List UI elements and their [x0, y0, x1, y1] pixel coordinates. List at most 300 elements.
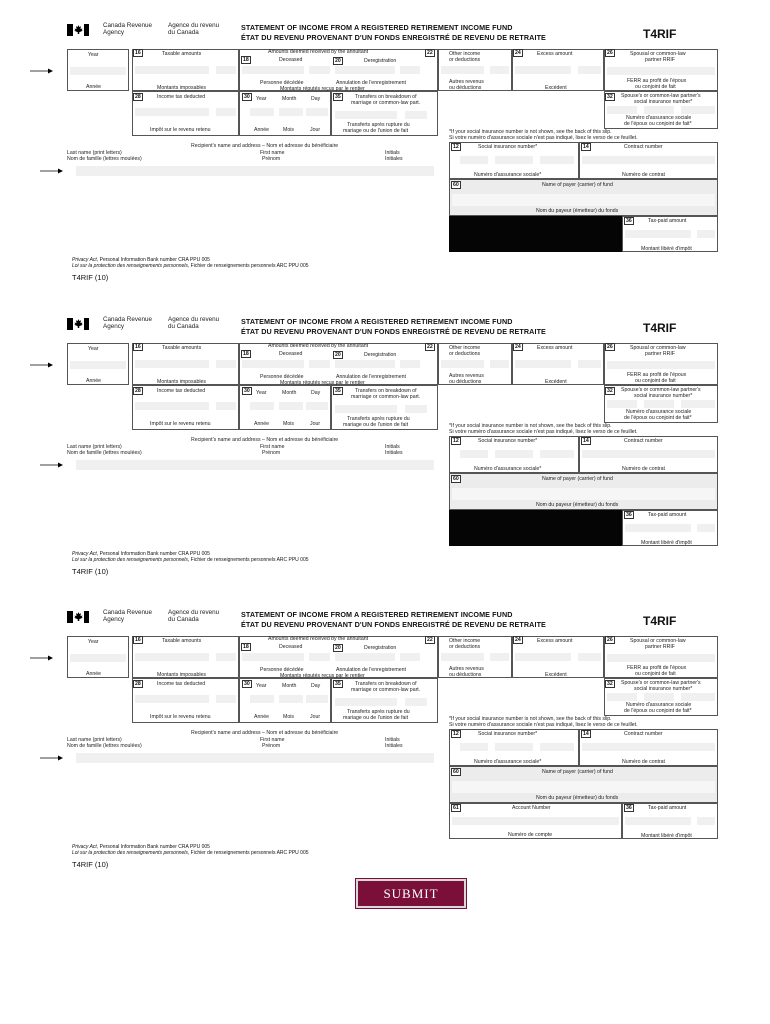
spouse-sin-label-2: social insurance number* — [634, 686, 693, 692]
recipient-name-input[interactable] — [76, 753, 434, 763]
redacted-area — [449, 216, 622, 252]
transfers-input[interactable] — [335, 405, 397, 413]
deregistration-cents-input[interactable] — [400, 653, 420, 661]
tax-paid-cents-input[interactable] — [697, 230, 715, 238]
spouse-sin-part1-input[interactable] — [607, 693, 637, 701]
tax-paid-label: Tax-paid amount — [648, 512, 687, 518]
annee-label: Année — [86, 84, 102, 90]
income-tax-label-fr: Impôt sur le revenu retenu — [150, 421, 211, 427]
deregistration-label-fr: Annulation de l'enregistrement — [336, 80, 406, 86]
box-16-label-fr: Montants imposables — [157, 85, 207, 91]
title-fr: ÉTAT DU REVENU PROVENANT D'UN FONDS ENREGISTRÉ DE REVENU DE RETRAITE — [241, 327, 546, 336]
box-number: 24 — [515, 50, 521, 56]
other-income-cents-input[interactable] — [490, 360, 509, 368]
tax-paid-label: Tax-paid amount — [648, 218, 687, 224]
deceased-cents-input[interactable] — [309, 360, 330, 368]
spouse-sin-label-fr: Numéro d'assurance sociale — [626, 702, 692, 708]
tax-paid-label-fr: Montant libéré d'impôt — [641, 246, 692, 252]
arrow-right-icon — [30, 655, 54, 661]
ferr-label: FERR au profit de l'époux — [627, 372, 687, 378]
other-income-label: Other income — [449, 51, 481, 57]
other-income-label-fr: Autres revenus — [449, 79, 484, 85]
initials-label-fr: Initiales — [385, 743, 403, 749]
tax-paid-label-fr: Montant libéré d'impôt — [641, 540, 692, 546]
last-name-label: Last name (print letters) — [67, 444, 122, 450]
form-code: T4RIF — [643, 321, 677, 335]
excess-amount-label: Excess amount — [537, 638, 573, 644]
date-month-input[interactable] — [279, 108, 303, 116]
first-name-label: First name — [260, 737, 285, 743]
sin-part2-input[interactable] — [495, 156, 533, 164]
transfers-label: Transfers on breakdown of — [355, 681, 417, 687]
contract-number-input[interactable] — [582, 450, 715, 458]
ferr-label-2: ou conjoint de fait — [635, 378, 676, 384]
box-number: 12 — [453, 731, 459, 737]
privacy-act-fr: Loi sur la protection des renseignements personnels, Fichier de renseignements personnels ARC PPU 005 — [72, 557, 309, 563]
date-month-label: Month — [282, 96, 297, 102]
deregistration-input[interactable] — [335, 360, 395, 368]
tax-paid-input[interactable] — [625, 524, 691, 532]
box-number: 20 — [335, 352, 341, 358]
spouse-sin-part3-input[interactable] — [681, 400, 715, 408]
spousal-label: Spousal or common-law — [630, 638, 686, 644]
title-fr: ÉTAT DU REVENU PROVENANT D'UN FONDS ENREGISTRÉ DE REVENU DE RETRAITE — [241, 33, 546, 42]
box-number: 14 — [583, 144, 589, 150]
box-number: 30 — [244, 94, 250, 100]
box-number: 12 — [453, 144, 459, 150]
deceased-input[interactable] — [242, 66, 304, 74]
date-year-input[interactable] — [250, 402, 274, 410]
income-tax-input[interactable] — [135, 402, 209, 410]
spouse-sin-label-2: social insurance number* — [634, 99, 693, 105]
date-year-label: Year — [256, 390, 267, 396]
agency-name-en: Canada Revenue Agency — [103, 316, 153, 330]
date-month-input[interactable] — [279, 695, 303, 703]
taxable-amounts-input[interactable] — [135, 653, 209, 661]
box-number: 20 — [335, 645, 341, 651]
box-number: 16 — [135, 344, 141, 350]
agency-name-en: Canada Revenue Agency — [103, 609, 153, 623]
payer-name-input[interactable] — [452, 194, 715, 206]
transfers-label-fr: Transferts après rupture du — [347, 416, 410, 422]
deregistration-label: Deregistration — [364, 352, 397, 358]
date-month-label: Month — [282, 390, 297, 396]
other-income-input[interactable] — [441, 66, 484, 74]
taxable-amounts-cents-input[interactable] — [216, 66, 236, 74]
spouse-sin-label-fr-2: de l'époux ou conjoint de fait* — [624, 415, 692, 421]
excess-amount-input[interactable] — [515, 66, 571, 74]
date-day-label: Day — [311, 96, 321, 102]
sin-note-en: *If your social insurance number is not shown, see the back of this slip. — [449, 716, 612, 722]
excess-amount-cents-input[interactable] — [578, 653, 601, 661]
amounts-deemed-label: Amounts deemed received by the annuitant — [268, 636, 369, 642]
date-annee-label: Année — [254, 421, 270, 427]
spouse-sin-part1-input[interactable] — [607, 400, 637, 408]
transfers-label-2: marriage or common-law part. — [351, 687, 421, 693]
last-name-label-fr: Nom de famille (lettres moulées) — [67, 156, 142, 162]
tax-paid-cents-input[interactable] — [697, 524, 715, 532]
income-tax-input[interactable] — [135, 695, 209, 703]
transfers-label-fr-2: mariage ou de l'union de fait — [343, 715, 409, 721]
privacy-act-en: Privacy Act, Personal Information Bank number CRA PPU 005 — [72, 551, 210, 557]
box-number: 60 — [453, 182, 459, 188]
deregistration-cents-input[interactable] — [400, 66, 420, 74]
sin-part1-input[interactable] — [460, 450, 488, 458]
recipient-label: Recipient's name and address – Nom et adresse du bénéficiaire — [191, 143, 339, 149]
box-number: 60 — [453, 769, 459, 775]
taxable-amounts-input[interactable] — [135, 66, 209, 74]
first-name-label: First name — [260, 150, 285, 156]
ferr-label-2: ou conjoint de fait — [635, 671, 676, 677]
income-tax-cents-input[interactable] — [216, 695, 236, 703]
form-code: T4RIF — [643, 614, 677, 628]
spousal-rrif-input[interactable] — [607, 654, 715, 662]
sin-part3-input[interactable] — [540, 743, 574, 751]
box-number: 30 — [244, 388, 250, 394]
contract-number-label-fr: Numéro de contrat — [622, 466, 665, 472]
account-number-label-fr: Numéro de compte — [508, 832, 553, 838]
account-number-label: Account Number — [512, 805, 551, 811]
sin-part3-input[interactable] — [540, 156, 574, 164]
box-number: 35 — [335, 94, 341, 100]
contract-number-input[interactable] — [582, 156, 715, 164]
date-day-input[interactable] — [306, 108, 328, 116]
ferr-label-2: ou conjoint de fait — [635, 84, 676, 90]
arrow-right-icon — [30, 68, 54, 74]
amounts-deemed-label: Amounts deemed received by the annuitant — [268, 49, 369, 55]
other-income-label-2: or deductions — [449, 644, 481, 650]
date-day-label: Day — [311, 683, 321, 689]
deceased-cents-input[interactable] — [309, 66, 330, 74]
date-year-input[interactable] — [250, 695, 274, 703]
income-tax-label-fr: Impôt sur le revenu retenu — [150, 127, 211, 133]
sin-part3-input[interactable] — [540, 450, 574, 458]
box-number: 32 — [607, 94, 613, 100]
sin-label-fr: Numéro d'assurance sociale* — [474, 172, 542, 178]
deregistration-label: Deregistration — [364, 58, 397, 64]
deceased-input[interactable] — [242, 653, 304, 661]
taxable-amounts-cents-input[interactable] — [216, 653, 236, 661]
annee-label: Année — [86, 671, 102, 677]
box-number: 22 — [427, 344, 433, 350]
income-tax-label: Income tax deducted — [157, 388, 206, 394]
deceased-label-fr: Personne décédée — [260, 667, 304, 673]
transfers-label-fr: Transferts après rupture du — [347, 122, 410, 128]
deregistration-label-fr: Annulation de l'enregistrement — [336, 667, 406, 673]
sin-part2-input[interactable] — [495, 743, 533, 751]
box-number: 32 — [607, 681, 613, 687]
income-tax-label: Income tax deducted — [157, 94, 206, 100]
last-name-label: Last name (print letters) — [67, 150, 122, 156]
initials-label-fr: Initiales — [385, 450, 403, 456]
box-number: 35 — [335, 388, 341, 394]
income-tax-cents-input[interactable] — [216, 108, 236, 116]
first-name-label: First name — [260, 444, 285, 450]
deceased-label-fr: Personne décédée — [260, 374, 304, 380]
box-16-label: Taxable amounts — [162, 345, 202, 351]
year-input[interactable] — [70, 361, 126, 369]
box-16-label: Taxable amounts — [162, 51, 202, 57]
spousal-rrif-input[interactable] — [607, 67, 715, 75]
title-en: STATEMENT OF INCOME FROM A REGISTERED RETIREMENT INCOME FUND — [241, 610, 513, 619]
sin-label: Social insurance number* — [478, 731, 538, 737]
excess-amount-label-fr: Excédent — [545, 379, 567, 385]
excess-amount-label: Excess amount — [537, 345, 573, 351]
other-income-label: Other income — [449, 345, 481, 351]
deceased-label-fr: Personne décédée — [260, 80, 304, 86]
other-income-label-2: or deductions — [449, 57, 481, 63]
excess-amount-cents-input[interactable] — [578, 360, 601, 368]
spousal-rrif-input[interactable] — [607, 361, 715, 369]
box-number: 14 — [583, 438, 589, 444]
privacy-act-fr: Loi sur la protection des renseignements personnels, Fichier de renseignements personnels ARC PPU 005 — [72, 850, 309, 856]
deceased-cents-input[interactable] — [309, 653, 330, 661]
first-name-label-fr: Prénom — [262, 743, 281, 749]
other-income-label-fr: Autres revenus — [449, 373, 484, 379]
agency-name-fr: Agence du revenu du Canada — [168, 609, 220, 623]
date-jour-label: Jour — [310, 421, 321, 427]
tax-paid-label-fr: Montant libéré d'impôt — [641, 833, 692, 839]
other-income-cents-input[interactable] — [490, 653, 509, 661]
year-input[interactable] — [70, 654, 126, 662]
box-16-label-fr: Montants imposables — [157, 379, 207, 385]
date-mois-label: Mois — [283, 421, 294, 427]
recipient-name-input[interactable] — [76, 166, 434, 176]
spouse-sin-label-fr: Numéro d'assurance sociale — [626, 409, 692, 415]
slip-code: T4RIF (10) — [72, 567, 109, 576]
excess-amount-label-fr: Excédent — [545, 85, 567, 91]
recipient-label: Recipient's name and address – Nom et adresse du bénéficiaire — [191, 437, 339, 443]
canada-flag-icon — [67, 318, 89, 330]
date-jour-label: Jour — [310, 714, 321, 720]
spouse-sin-label-fr-2: de l'époux ou conjoint de fait* — [624, 121, 692, 127]
transfers-label-fr-2: mariage ou de l'union de fait — [343, 422, 409, 428]
sin-part1-input[interactable] — [460, 743, 488, 751]
other-income-label: Other income — [449, 638, 481, 644]
payer-name-input[interactable] — [452, 488, 715, 500]
transfers-cents-input[interactable] — [405, 111, 427, 119]
agency-name-fr: Agence du revenu du Canada — [168, 22, 220, 36]
sin-label: Social insurance number* — [478, 438, 538, 444]
ferr-label: FERR au profit de l'époux — [627, 78, 687, 84]
sin-part1-input[interactable] — [460, 156, 488, 164]
transfers-cents-input[interactable] — [405, 405, 427, 413]
other-income-label-2: or deductions — [449, 351, 481, 357]
recipient-name-input[interactable] — [76, 460, 434, 470]
income-tax-cents-input[interactable] — [216, 402, 236, 410]
box-number: 26 — [607, 637, 613, 643]
tax-paid-input[interactable] — [625, 817, 691, 825]
sin-label-fr: Numéro d'assurance sociale* — [474, 466, 542, 472]
title-en: STATEMENT OF INCOME FROM A REGISTERED RETIREMENT INCOME FUND — [241, 23, 513, 32]
taxable-amounts-cents-input[interactable] — [216, 360, 236, 368]
tax-paid-input[interactable] — [625, 230, 691, 238]
deregistration-input[interactable] — [335, 66, 395, 74]
deregistration-input[interactable] — [335, 653, 395, 661]
ferr-label: FERR au profit de l'époux — [627, 665, 687, 671]
excess-amount-label: Excess amount — [537, 51, 573, 57]
spousal-label-2: partner RRIF — [645, 644, 675, 650]
amounts-deemed-label-fr: Montants réputés reçus par le rentier — [280, 380, 365, 386]
box-number: 22 — [427, 637, 433, 643]
other-income-label-fr-2: ou déductions — [449, 379, 482, 385]
payer-name-label-fr: Nom du payeur (émetteur) du fonds — [536, 208, 619, 214]
transfers-cents-input[interactable] — [405, 698, 427, 706]
date-year-label: Year — [256, 96, 267, 102]
sin-label: Social insurance number* — [478, 144, 538, 150]
submit-button[interactable]: SUBMIT — [356, 879, 466, 908]
first-name-label-fr: Prénom — [262, 156, 281, 162]
box-number: 35 — [335, 681, 341, 687]
box-16-label: Taxable amounts — [162, 638, 202, 644]
contract-number-label: Contract number — [624, 438, 663, 444]
sin-part2-input[interactable] — [495, 450, 533, 458]
sin-label-fr: Numéro d'assurance sociale* — [474, 759, 542, 765]
excess-amount-label-fr: Excédent — [545, 672, 567, 678]
spouse-sin-part2-input[interactable] — [644, 693, 674, 701]
transfers-input[interactable] — [335, 698, 397, 706]
t4rif-slip — [0, 0, 770, 290]
date-mois-label: Mois — [283, 714, 294, 720]
slip-code: T4RIF (10) — [72, 273, 109, 282]
spouse-sin-label: Spouse's or common-law partner's — [621, 680, 701, 686]
box-number: 16 — [135, 637, 141, 643]
date-day-label: Day — [311, 390, 321, 396]
income-tax-input[interactable] — [135, 108, 209, 116]
arrow-right-icon — [40, 755, 64, 761]
year-input[interactable] — [70, 67, 126, 75]
sin-note-en: *If your social insurance number is not shown, see the back of this slip. — [449, 423, 612, 429]
tax-paid-cents-input[interactable] — [697, 817, 715, 825]
sin-note-en: *If your social insurance number is not shown, see the back of this slip. — [449, 129, 612, 135]
privacy-act-en: Privacy Act, Personal Information Bank number CRA PPU 005 — [72, 257, 210, 263]
year-label: Year — [88, 639, 99, 645]
recipient-label: Recipient's name and address – Nom et adresse du bénéficiaire — [191, 730, 339, 736]
date-year-input[interactable] — [250, 108, 274, 116]
date-month-label: Month — [282, 683, 297, 689]
contract-number-input[interactable] — [582, 743, 715, 751]
excess-amount-cents-input[interactable] — [578, 66, 601, 74]
transfers-label-2: marriage or common-law part. — [351, 394, 421, 400]
payer-name-label-fr: Nom du payeur (émetteur) du fonds — [536, 795, 619, 801]
income-tax-label: Income tax deducted — [157, 681, 206, 687]
box-number: 20 — [335, 58, 341, 64]
box-number: 18 — [243, 57, 249, 63]
transfers-label-2: marriage or common-law part. — [351, 100, 421, 106]
deregistration-label: Deregistration — [364, 645, 397, 651]
date-mois-label: Mois — [283, 127, 294, 133]
box-number: 14 — [583, 731, 589, 737]
transfers-label-fr-2: mariage ou de l'union de fait — [343, 128, 409, 134]
transfers-label: Transfers on breakdown of — [355, 94, 417, 100]
spouse-sin-label-2: social insurance number* — [634, 393, 693, 399]
box-number: 60 — [453, 476, 459, 482]
sin-note-fr: Si votre numéro d'assurance sociale n'est pas indiqué, lisez le verso de ce feuillet. — [449, 135, 638, 141]
other-income-input[interactable] — [441, 653, 484, 661]
spouse-sin-part3-input[interactable] — [681, 693, 715, 701]
amounts-deemed-label-fr: Montants réputés reçus par le rentier — [280, 86, 365, 92]
payer-name-label: Name of payer (carrier) of fund — [542, 182, 613, 188]
date-day-input[interactable] — [306, 402, 328, 410]
last-name-label-fr: Nom de famille (lettres moulées) — [67, 450, 142, 456]
date-month-input[interactable] — [279, 402, 303, 410]
box-number: 28 — [135, 94, 141, 100]
year-label: Year — [88, 346, 99, 352]
title-fr: ÉTAT DU REVENU PROVENANT D'UN FONDS ENREGISTRÉ DE REVENU DE RETRAITE — [241, 620, 546, 629]
other-income-cents-input[interactable] — [490, 66, 509, 74]
agency-name-fr: Agence du revenu du Canada — [168, 316, 220, 330]
box-16-label-fr: Montants imposables — [157, 672, 207, 678]
transfers-input[interactable] — [335, 111, 397, 119]
box-number: 36 — [626, 512, 632, 518]
deceased-label: Deceased — [279, 351, 303, 357]
excess-amount-input[interactable] — [515, 360, 571, 368]
excess-amount-input[interactable] — [515, 653, 571, 661]
spouse-sin-part1-input[interactable] — [607, 106, 637, 114]
contract-number-label: Contract number — [624, 144, 663, 150]
spouse-sin-part2-input[interactable] — [644, 106, 674, 114]
spouse-sin-label-fr: Numéro d'assurance sociale — [626, 115, 692, 121]
box-number: 24 — [515, 344, 521, 350]
deregistration-label-fr: Annulation de l'enregistrement — [336, 374, 406, 380]
other-income-label-fr-2: ou déductions — [449, 672, 482, 678]
spouse-sin-label: Spouse's or common-law partner's — [621, 93, 701, 99]
arrow-right-icon — [40, 168, 64, 174]
form-code: T4RIF — [643, 27, 677, 41]
other-income-label-fr-2: ou déductions — [449, 85, 482, 91]
deregistration-cents-input[interactable] — [400, 360, 420, 368]
box-number: 36 — [626, 805, 632, 811]
box-number: 36 — [626, 218, 632, 224]
date-jour-label: Jour — [310, 127, 321, 133]
transfers-label-fr: Transferts après rupture du — [347, 709, 410, 715]
canada-flag-icon — [67, 24, 89, 36]
box-number: 28 — [135, 681, 141, 687]
account-number-input[interactable] — [452, 817, 619, 825]
date-annee-label: Année — [254, 127, 270, 133]
amounts-deemed-label: Amounts deemed received by the annuitant — [268, 343, 369, 349]
other-income-input[interactable] — [441, 360, 484, 368]
arrow-right-icon — [30, 362, 54, 368]
spouse-sin-part2-input[interactable] — [644, 400, 674, 408]
spousal-label: Spousal or common-law — [630, 345, 686, 351]
date-day-input[interactable] — [306, 695, 328, 703]
privacy-act-en: Privacy Act, Personal Information Bank number CRA PPU 005 — [72, 844, 210, 850]
deceased-input[interactable] — [242, 360, 304, 368]
transfers-label: Transfers on breakdown of — [355, 388, 417, 394]
spousal-label-2: partner RRIF — [645, 57, 675, 63]
year-label: Year — [88, 52, 99, 58]
sin-note-fr: Si votre numéro d'assurance sociale n'est pas indiqué, lisez le verso de ce feuillet. — [449, 429, 638, 435]
canada-flag-icon — [67, 611, 89, 623]
taxable-amounts-input[interactable] — [135, 360, 209, 368]
t4rif-slip — [0, 294, 770, 584]
initials-label: Initials — [385, 737, 400, 743]
tax-paid-label: Tax-paid amount — [648, 805, 687, 811]
spouse-sin-label: Spouse's or common-law partner's — [621, 387, 701, 393]
contract-number-label-fr: Numéro de contrat — [622, 759, 665, 765]
redacted-area — [449, 510, 622, 546]
payer-name-label: Name of payer (carrier) of fund — [542, 476, 613, 482]
box-number: 24 — [515, 637, 521, 643]
other-income-label-fr: Autres revenus — [449, 666, 484, 672]
slip-code: T4RIF (10) — [72, 860, 109, 869]
income-tax-label-fr: Impôt sur le revenu retenu — [150, 714, 211, 720]
payer-name-input[interactable] — [452, 781, 715, 793]
spouse-sin-part3-input[interactable] — [681, 106, 715, 114]
deceased-label: Deceased — [279, 644, 303, 650]
t4rif-slip — [0, 587, 770, 877]
